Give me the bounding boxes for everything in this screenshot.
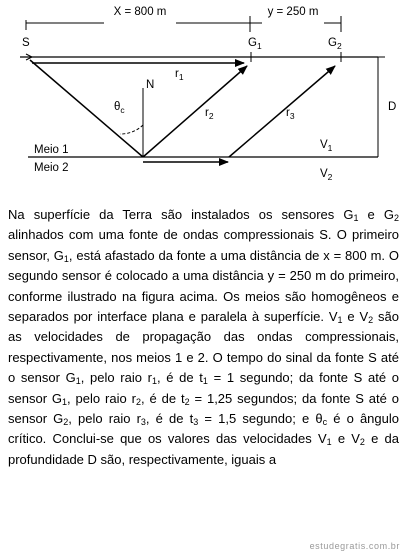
text-segment: e G	[358, 207, 394, 222]
text-segment: , está afastado da fonte a uma distância de x = 800 m. O segundo sensor é colocado a uma distância y = 250 m do primeiro, conforme ilustrado na figura acima. Os meios são homogêneos e separados por interface plana e paralela à superfície. V	[8, 247, 399, 325]
text-segment: , pelo raio r	[80, 370, 152, 386]
ray-r1-label: $r_1$	[175, 68, 184, 82]
subscript: 1	[337, 315, 343, 326]
sensor-g1-label: $G_1$	[248, 37, 262, 51]
subscript: 1	[63, 253, 69, 264]
velocity-v1-label: $V_1$	[320, 139, 333, 153]
incident-ray	[30, 60, 143, 157]
subscript: 1	[75, 376, 81, 387]
watermark: estudegratis.com.br	[309, 541, 400, 551]
subscript: 1	[202, 376, 208, 387]
text-segment: , é de t	[145, 411, 194, 427]
subscript: 2	[368, 315, 374, 326]
subscript: 3	[193, 417, 199, 428]
ray-r2-label: $r_2$	[205, 107, 214, 121]
subscript: 2	[135, 396, 141, 407]
subscript: 2	[184, 396, 190, 407]
text-segment: , pelo raio r	[68, 411, 141, 427]
subscript: 1	[326, 437, 332, 448]
text-segment: , pelo raio r	[67, 390, 136, 406]
text-segment: = 1,5 segundo; e θ	[198, 411, 323, 427]
subscript: 1	[151, 376, 157, 387]
dimension-x	[26, 6, 250, 32]
critical-angle-label: $\theta_c$	[114, 101, 125, 115]
dimension-y	[250, 6, 341, 32]
dimension-depth	[372, 57, 396, 157]
critical-angle-arc	[120, 125, 143, 134]
text-segment: , é de t	[156, 370, 203, 386]
seismic-refraction-diagram	[0, 0, 406, 200]
text-segment: , é de t	[140, 390, 185, 406]
ray-r2	[143, 66, 247, 157]
sensor-g2-label: $G_2$	[328, 37, 342, 51]
medium-1-label: Meio 1	[34, 144, 69, 156]
text-segment: = 1,25 segundos; da fonte S até o sensor G	[8, 390, 399, 427]
subscript: 2	[63, 417, 69, 428]
subscript: 1	[353, 213, 359, 223]
text-segment: Na superfície da Terra são instalados os sensores G	[8, 207, 354, 222]
subscript: 2	[359, 437, 365, 448]
text-segment: e V	[331, 431, 360, 447]
text-segment: = 1 segundo; da fonte S até o sensor G	[8, 370, 399, 406]
text-segment: alinhados com uma fonte de ondas compressionais S. O primeiro sensor, G	[8, 227, 399, 263]
text-segment: é o ângulo crítico. Conclui-se que os valores das velocidades V	[8, 411, 399, 447]
text-segment: e V	[342, 309, 369, 325]
medium-2-label: Meio 2	[34, 162, 69, 174]
text-segment: são as velocidades de propagação das ondas compressionais, respectivamente, nos meios 1 e 2. O tempo do sinal da fonte S até o sensor G	[8, 309, 400, 386]
question-text	[8, 205, 399, 470]
dimension-depth-label: D	[388, 101, 397, 113]
ray-r3-label: $r_3$	[286, 107, 295, 121]
subscript: 1	[62, 396, 68, 407]
source-label: S	[22, 37, 30, 49]
subscript: 2	[393, 213, 399, 223]
subscript: c	[322, 417, 328, 428]
text-segment: e da profundidade D são, respectivamente, iguais a	[8, 431, 400, 467]
subscript: 3	[140, 417, 146, 428]
dimension-y-label: y = 250 m	[267, 6, 319, 18]
dimension-x-label: X = 800 m	[113, 6, 167, 18]
normal-label: N	[146, 79, 155, 91]
velocity-v2-label: $V_2$	[320, 168, 333, 182]
